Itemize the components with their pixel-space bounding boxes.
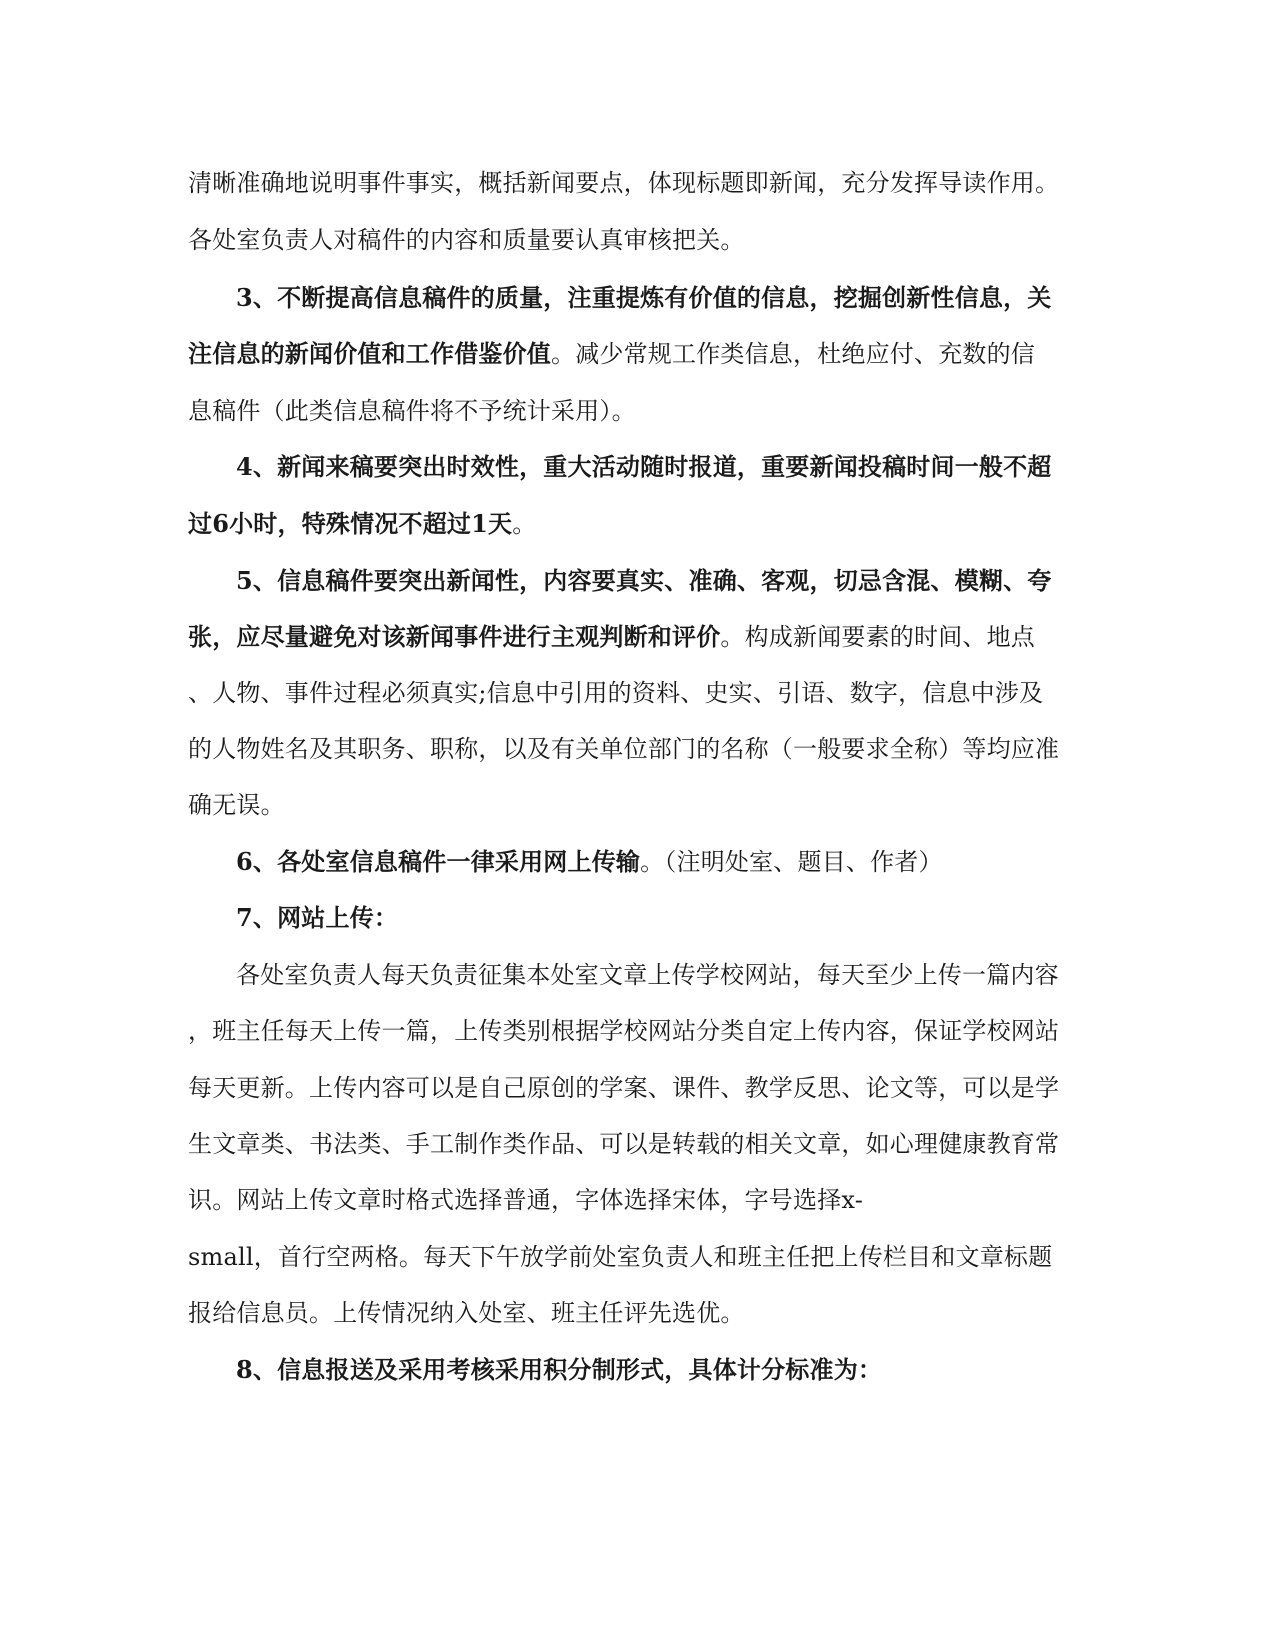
text-line — [188, 1242, 1088, 1272]
text-line — [236, 452, 1136, 482]
text-line — [236, 903, 1136, 933]
body-text: 息稿件（此类信息稿件将不予统计采用）。 — [188, 397, 636, 425]
text-line — [188, 734, 1088, 764]
text-line — [236, 1355, 1136, 1385]
bold-text: 注信息的新闻价值和工作借鉴价值 — [188, 339, 551, 368]
bold-text: 8、信息报送及采用考核采用积分制形式，具体计分标准为： — [236, 1355, 883, 1384]
text-line — [188, 225, 1088, 255]
body-text: ，班主任每天上传一篇，上传类别根据学校网站分类自定上传内容，保证学校网站 — [188, 1017, 1060, 1045]
body-text: small，首行空两格。每天下午放学前处室负责人和班主任把上传栏目和文章标题 — [188, 1243, 1053, 1271]
text-line — [236, 960, 1136, 990]
body-text: 识。网站上传文章时格式选择普通，字体选择宋体，字号选择x- — [188, 1186, 864, 1214]
text-line — [188, 509, 1088, 539]
text-line — [188, 339, 1088, 369]
text-line — [188, 678, 1088, 708]
text-line — [236, 847, 1136, 877]
text-line — [188, 622, 1088, 652]
bold-text: 7、网站上传： — [236, 903, 399, 932]
text-line — [236, 566, 1136, 596]
body-text: 各处室负责人对稿件的内容和质量要认真审核把关。 — [188, 226, 745, 254]
body-text: 确无误。 — [188, 791, 285, 819]
body-text: 。（注明处室、题目、作者） — [640, 848, 943, 876]
body-text: 。减少常规工作类信息，杜绝应付、充数的信 — [551, 340, 1035, 368]
body-text: 的人物姓名及其职务、职称，以及有关单位部门的名称（一般要求全称）等均应准 — [188, 735, 1060, 763]
text-line — [188, 168, 1088, 198]
body-text: 。 — [512, 510, 537, 538]
body-text: 、人物、事件过程必须真实;信息中引用的资料、史实、引语、数字，信息中涉及 — [188, 679, 1044, 707]
body-text: 清晰准确地说明事件事实，概括新闻要点，体现标题即新闻，充分发挥导读作用。 — [188, 169, 1060, 197]
body-text: 生文章类、书法类、手工制作类作品、可以是转载的相关文章，如心理健康教育常 — [188, 1130, 1060, 1158]
bold-text: 5、信息稿件要突出新闻性，内容要真实、准确、客观，切忌含混、模糊、夸 — [236, 566, 1052, 595]
body-text: 。构成新闻要素的时间、地点 — [720, 623, 1036, 651]
text-line — [236, 283, 1136, 313]
text-line — [188, 790, 1088, 820]
bold-text: 张，应尽量避免对该新闻事件进行主观判断和评价 — [188, 622, 721, 651]
body-text: 每天更新。上传内容可以是自己原创的学案、课件、教学反思、论文等，可以是学 — [188, 1074, 1060, 1102]
bold-text: 3、不断提高信息稿件的质量，注重提炼有价值的信息，挖掘创新性信息，关 — [236, 283, 1052, 312]
text-line — [188, 1073, 1088, 1103]
text-line — [188, 1129, 1088, 1159]
body-text: 各处室负责人每天负责征集本处室文章上传学校网站，每天至少上传一篇内容 — [236, 961, 1059, 989]
body-text: 报给信息员。上传情况纳入处室、班主任评先选优。 — [188, 1299, 745, 1327]
bold-text: 过6小时，特殊情况不超过1天 — [188, 509, 513, 538]
text-line — [188, 1298, 1088, 1328]
text-line — [188, 1185, 1088, 1215]
text-line — [188, 396, 1088, 426]
bold-text: 4、新闻来稿要突出时效性，重大活动随时报道，重要新闻投稿时间一般不超 — [236, 452, 1052, 481]
bold-text: 6、各处室信息稿件一律采用网上传输 — [236, 847, 641, 876]
text-line — [188, 1016, 1088, 1046]
